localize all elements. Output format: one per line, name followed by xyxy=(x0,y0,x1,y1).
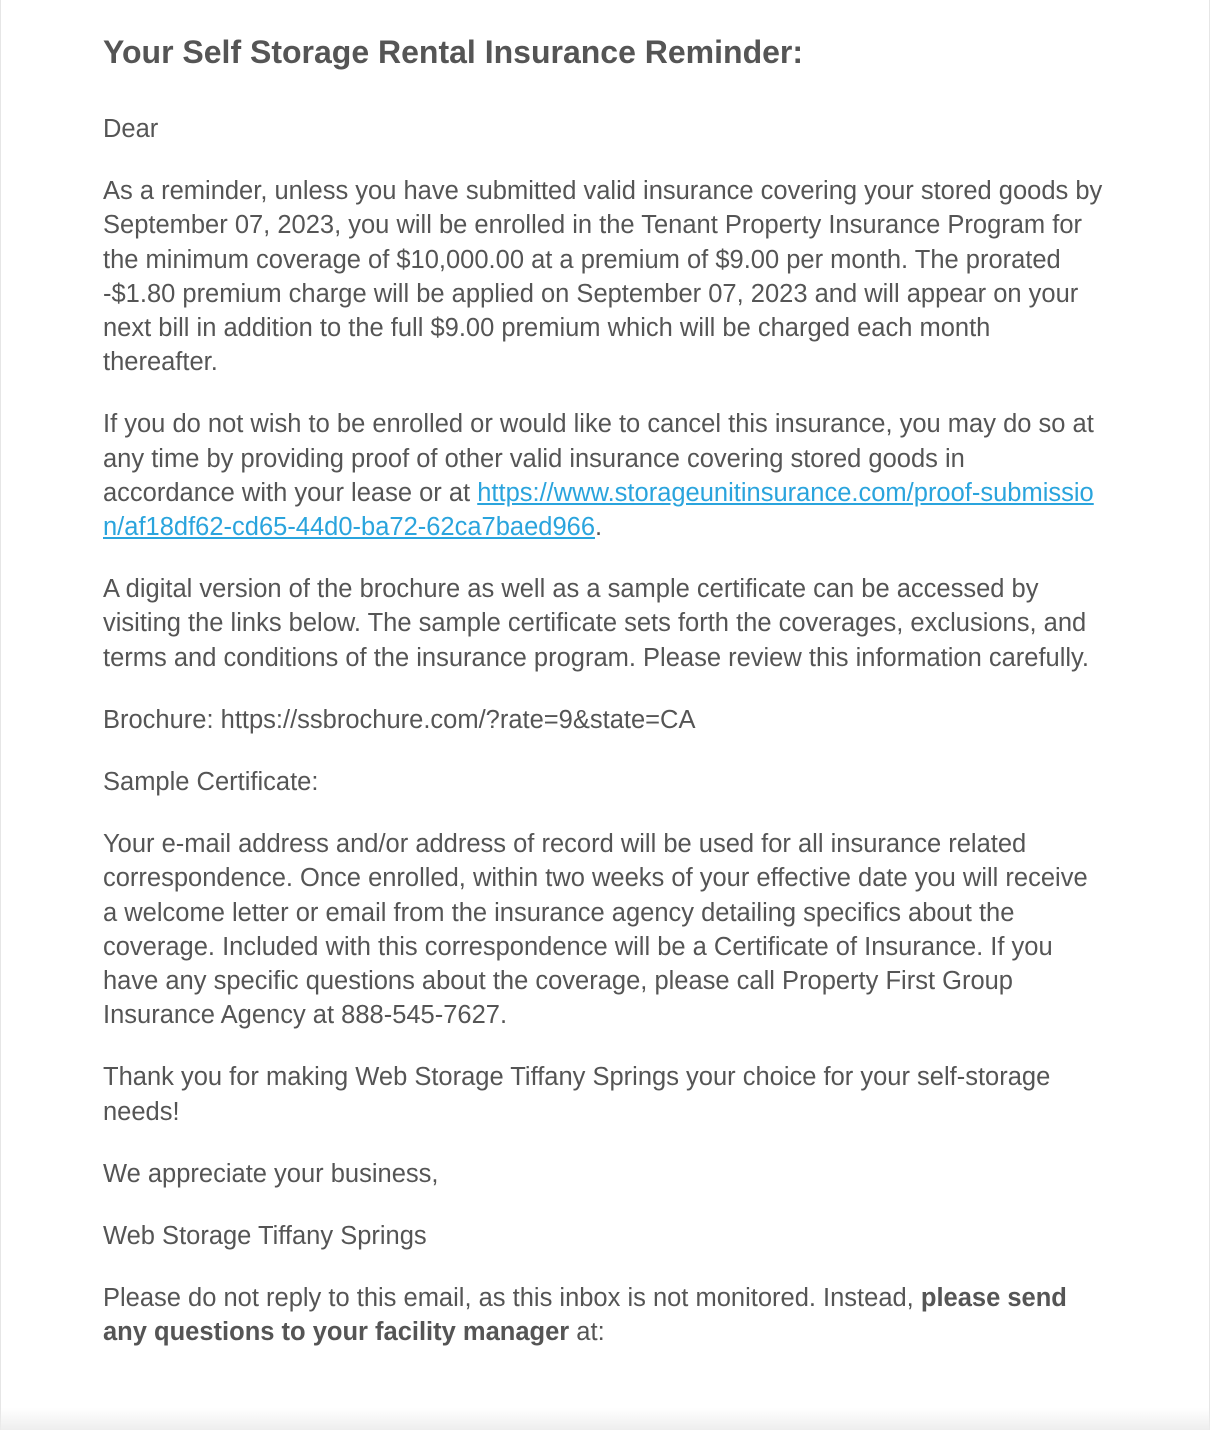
correspondence-paragraph: Your e-mail address and/or address of record will be used for all insurance related correspondence. Once enrolled, within two weeks of your effective date you will receive a welcome letter or email from the insurance agency detailing specifics about the coverage. Included with this correspondence will be a Certificate of Insurance. If you have any specific questions about the coverage, please call Property First Group Insurance Agency at 888-545-7627. xyxy=(103,830,1088,1030)
email-title: Your Self Storage Rental Insurance Reminder: xyxy=(103,34,804,70)
left-border xyxy=(0,0,1,1430)
cancel-paragraph xyxy=(103,407,1103,544)
noreply-text: Please do not reply to this email, as this inbox is not monitored. Instead, xyxy=(103,1284,914,1313)
bottom-fade xyxy=(0,1408,1210,1430)
sample-certificate-line: Sample Certificate: xyxy=(103,768,319,797)
noreply-paragraph xyxy=(103,1281,1103,1349)
noreply-end: at: xyxy=(576,1318,605,1347)
greeting: Dear xyxy=(103,115,159,143)
cancel-paragraph-text: If you do not wish to be enrolled or would like to cancel this insurance, you may do so at any time by providing proof of other valid insurance covering stored goods in accordance with your lease or at xyxy=(103,410,1094,507)
proof-submission-link[interactable]: https://www.storageunitinsurance.com/proof-submission/af18df62-cd65-44d0-ba72-62ca7baed966 xyxy=(103,478,1094,542)
signature: Web Storage Tiffany Springs xyxy=(103,1222,427,1251)
noreply-bold: please send any questions to your facility manager xyxy=(103,1284,1067,1347)
cancel-paragraph-end: . xyxy=(595,513,603,542)
appreciation-line: We appreciate your business, xyxy=(103,1159,439,1188)
brochure-paragraph: A digital version of the brochure as well as a sample certificate can be accessed by visiting the links below. The sample certificate sets forth the coverages, exclusions, and terms and conditions of the insurance program. Please review this information carefully. xyxy=(103,575,1089,672)
reminder-paragraph: As a reminder, unless you have submitted valid insurance covering your stored goods by September 07, 2023, you will be enrolled in the Tenant Property Insurance Program for the minimum coverage of $10,000.00 at a premium of $9.00 per month. The prorated -$1.80 premium charge will be applied on September 07, 2023 and will appear on your next bill in addition to the full $9.00 premium which will be charged each month thereafter. xyxy=(103,177,1103,377)
email-body xyxy=(103,30,1103,1378)
thanks-paragraph: Thank you for making Web Storage Tiffany Springs your choice for your self-storage needs! xyxy=(103,1063,1051,1126)
brochure-line: Brochure: https://ssbrochure.com/?rate=9&state=CA xyxy=(103,705,696,734)
